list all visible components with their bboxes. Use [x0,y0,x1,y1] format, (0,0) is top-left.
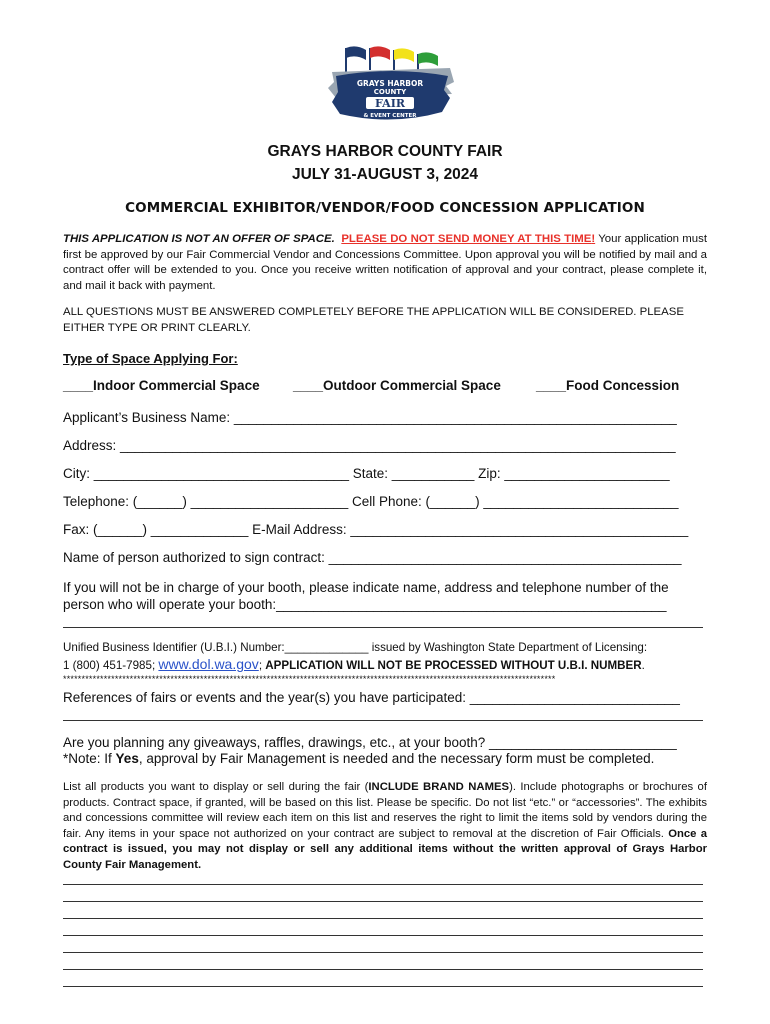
not-offer-notice: THIS APPLICATION IS NOT AN OFFER OF SPACE. [63,233,335,245]
note-yes: Yes [115,751,139,766]
intro-text: Your application must first be approved by our Fair Commercial Vendor and Concessions Committee. Upon approval you will be notified by mail and a contract offer will be extended to you. Once you receive written notification of approval and your contract, please complete it, and mail it back with payment. [63,233,707,292]
products-line-2[interactable] [63,901,703,902]
giveaway-field[interactable]: Are you planning any giveaways, raffles, drawings, etc., at your booth? _________________________ [63,735,677,750]
products-text-c: ). Include photographs or brochures of products. Contract space, if granted, will be based on this list. Please be specific. Do not list “etc.” or “accessories”. The exhibits and concessions committee will review each item on this list and reserves the right to limit the items sold by vendors during the fair. Any items in your space not authorized on your contract are subject to removal at the discretion of Fair Officials. [63,781,707,840]
flag-yellow-icon [394,48,414,62]
fax-email-field[interactable]: Fax: (______) _____________ E-Mail Address: _____________________________________________ [63,522,689,537]
products-line-5[interactable] [63,952,703,953]
address-field[interactable]: Address: __________________________________________________________________________ [63,438,676,453]
all-questions-notice: ALL QUESTIONS MUST BE ANSWERED COMPLETELY BEFORE THE APPLICATION WILL BE CONSIDERED. PLEASE EITHER TYPE OR PRINT CLEARLY. [63,306,684,334]
logo-line1: GRAYS HARBOR [356,79,424,88]
note-prefix: *Note: If [63,751,112,766]
booth-operator-line[interactable] [63,627,703,628]
products-line-3[interactable] [63,918,703,919]
logo-line2: COUNTY [373,88,407,96]
brand-names-note: INCLUDE BRAND NAMES [368,781,510,793]
products-text-a: List all products you want to display or sell during the fair ( [63,781,369,793]
note-rest: , approval by Fair Management is needed and the necessary form must be completed. [138,751,655,766]
logo-line4: & EVENT CENTER [363,113,417,119]
flag-green-icon [418,52,438,66]
logo-line3: FAIR [375,97,405,110]
dol-link[interactable]: www.dol.wa.gov [158,656,259,672]
references-line[interactable] [63,720,703,721]
ubi-line[interactable]: Unified Business Identifier (U.B.I.) Number:_____________ issued by Washington State Department of Licensing: [63,641,648,654]
products-line-6[interactable] [63,969,703,970]
signer-field[interactable]: Name of person authorized to sign contract: _______________________________________________ [63,550,682,565]
fair-dates: JULY 31-AUGUST 3, 2024 [291,166,479,183]
business-name-field[interactable]: Applicant’s Business Name: ___________________________________________________________ [63,410,677,425]
booth-operator-text: If you will not be in charge of your booth, please indicate name, address and telephone number of the [63,580,669,595]
products-line-1[interactable] [63,884,703,885]
city-state-zip-field[interactable]: City: __________________________________ State: ___________ Zip: ______________________ [63,466,670,481]
products-line-7[interactable] [63,986,703,987]
dol-phone: 1 (800) 451-7985; [63,659,156,672]
fair-logo [322,42,460,130]
flag-red-icon [370,46,390,60]
giveaway-note [63,751,707,766]
no-money-warning: PLEASE DO NOT SEND MONEY AT THIS TIME [341,233,592,245]
products-instructions [63,780,707,873]
contract-warning: Once a contract is issued, you may not display or sell any additional items without the written approval of Grays Harbor County Fair Management. [63,827,708,871]
phone-field[interactable]: Telephone: (______) _____________________ Cell Phone: (______) __________________________ [63,494,679,509]
fair-title: GRAYS HARBOR COUNTY FAIR [267,143,503,160]
option-outdoor[interactable]: ____Outdoor Commercial Space [293,378,501,393]
intro-paragraph: THIS APPLICATION IS NOT AN OFFER OF SPACE. PLEASE DO NOT SEND MONEY AT THIS TIME! Your application must first be approved by our Fair Commercial Vendor and Concessions Committee. Upon approval you will be notified by mail and a contract offer will be extended to you. Once you receive written notification of approval and your contract, please complete it, and mail it back with payment. [63,233,707,292]
references-field[interactable]: References of fairs or events and the year(s) you have participated: ____________________________ [63,690,680,705]
option-indoor[interactable]: ____Indoor Commercial Space [63,378,260,393]
divider-stars: ************************************************************************************************************************************* [63,674,556,684]
option-food[interactable]: ____Food Concession [536,378,680,393]
application-title: COMMERCIAL EXHIBITOR/VENDOR/FOOD CONCESSION APPLICATION [125,200,645,216]
space-type-heading: Type of Space Applying For: [63,351,238,366]
ubi-licensing-line: 1 (800) 451-7985; www.dol.wa.gov; APPLICATION WILL NOT BE PROCESSED WITHOUT U.B.I. NUMBER. [63,656,645,672]
booth-operator-field[interactable]: person who will operate your booth:____________________________________________________ [63,597,667,612]
ubi-warning: APPLICATION WILL NOT BE PROCESSED WITHOUT U.B.I. NUMBER [265,659,642,672]
products-line-4[interactable] [63,935,703,936]
flag-navy-icon [346,46,366,60]
